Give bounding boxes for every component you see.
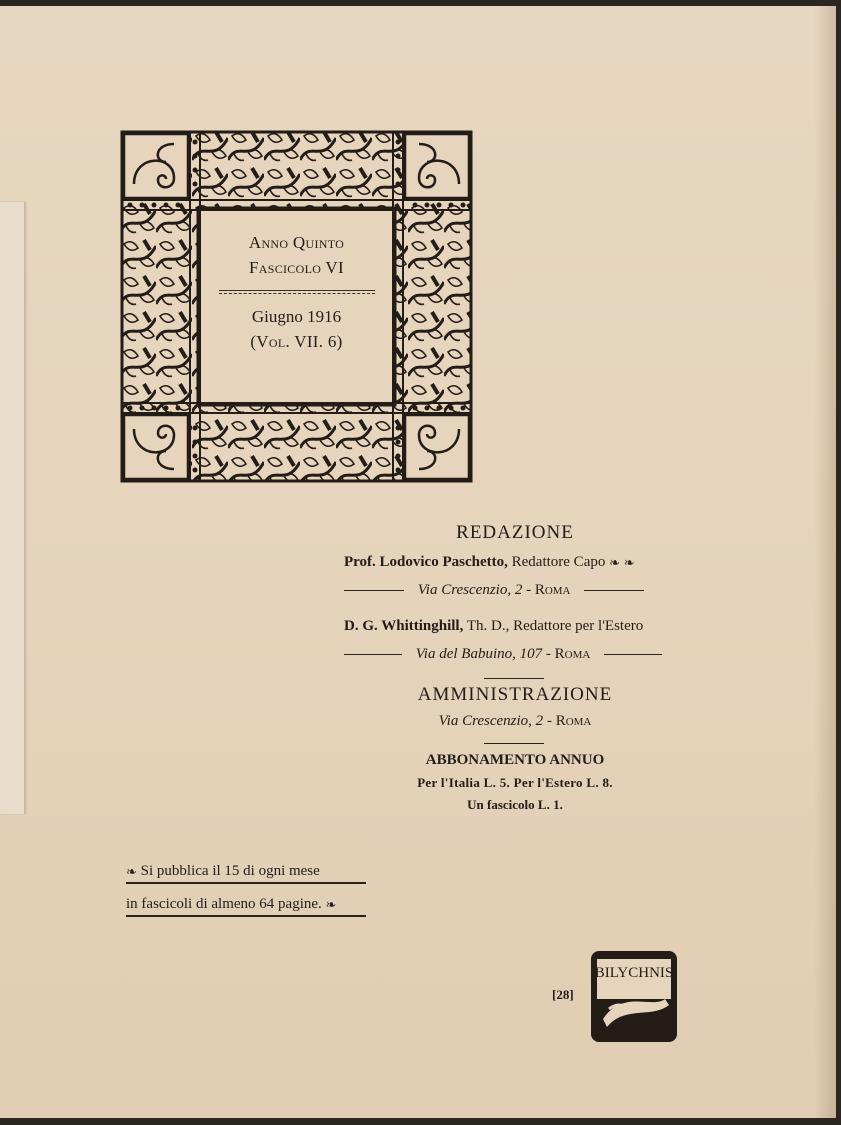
fleuron-icon: ❧ xyxy=(623,554,635,570)
publication-notice-line2 xyxy=(126,896,366,917)
editor1-role: Redattore Capo xyxy=(511,554,606,570)
redazione-heading: REDAZIONE xyxy=(456,522,574,543)
notice-text-1: Si pubblica il 15 di ogni mese xyxy=(140,863,320,879)
editor1-name: Prof. Lodovico Paschetto, xyxy=(344,554,508,570)
editor2-address-line: Via del Babuino, 107 - Roma xyxy=(344,646,686,670)
issue-volume: (Vol. VII. 6) xyxy=(250,332,343,351)
rule-right xyxy=(604,654,662,655)
amministrazione-address: Via Crescenzio, 2 xyxy=(438,713,544,729)
issue-fascicle: Fascicolo VI xyxy=(249,258,344,277)
editor2-address: Via del Babuino, 107 xyxy=(415,646,543,662)
editor1-city: Roma xyxy=(534,582,571,598)
editor1-address-line: Via Crescenzio, 2 - Roma xyxy=(344,582,686,606)
notice-text-2: in fascicoli di almeno 64 pagine. xyxy=(126,896,322,912)
abbonamento-prices: Per l'Italia L. 5. Per l'Estero L. 8. xyxy=(417,775,613,790)
publication-notice-line1 xyxy=(126,863,366,884)
issue-info xyxy=(200,230,393,354)
editor2-line xyxy=(344,618,686,642)
section-divider xyxy=(484,678,544,679)
ornamental-frame xyxy=(120,130,473,483)
amministrazione-address-line: Via Crescenzio, 2 - Roma xyxy=(438,713,592,729)
fleuron-icon: ❧ xyxy=(609,554,621,570)
bilychnis-lamp-emblem-icon xyxy=(589,949,679,1044)
page-edge-tab xyxy=(0,202,25,814)
editor2-role: Th. D., Redattore per l'Estero xyxy=(466,618,644,634)
frame-separator xyxy=(219,290,375,294)
amministrazione-heading: AMMINISTRAZIONE xyxy=(417,684,613,705)
editor1-address: Via Crescenzio, 2 xyxy=(417,582,523,598)
rule-right xyxy=(584,590,644,591)
issue-year: Anno Quinto xyxy=(248,233,345,252)
editor2-city: Roma xyxy=(554,646,591,662)
issue-date: Giugno 1916 xyxy=(251,307,342,326)
logo-text: BILYCHNIS xyxy=(594,965,674,981)
section-divider xyxy=(484,743,544,744)
abbonamento-heading: ABBONAMENTO ANNUO xyxy=(425,752,605,768)
editor1-line xyxy=(344,554,686,578)
amministrazione-city: Roma xyxy=(555,713,592,729)
fleuron-icon: ❧ xyxy=(325,896,337,912)
editor2-name: D. G. Whittinghill, xyxy=(344,618,464,634)
rule-left xyxy=(344,654,402,655)
abbonamento-single: Un fascicolo L. 1. xyxy=(467,797,563,812)
rule-left xyxy=(344,590,404,591)
page-number: [28] xyxy=(552,987,574,1002)
document-page xyxy=(0,6,836,1118)
fleuron-icon: ❧ xyxy=(126,863,137,879)
